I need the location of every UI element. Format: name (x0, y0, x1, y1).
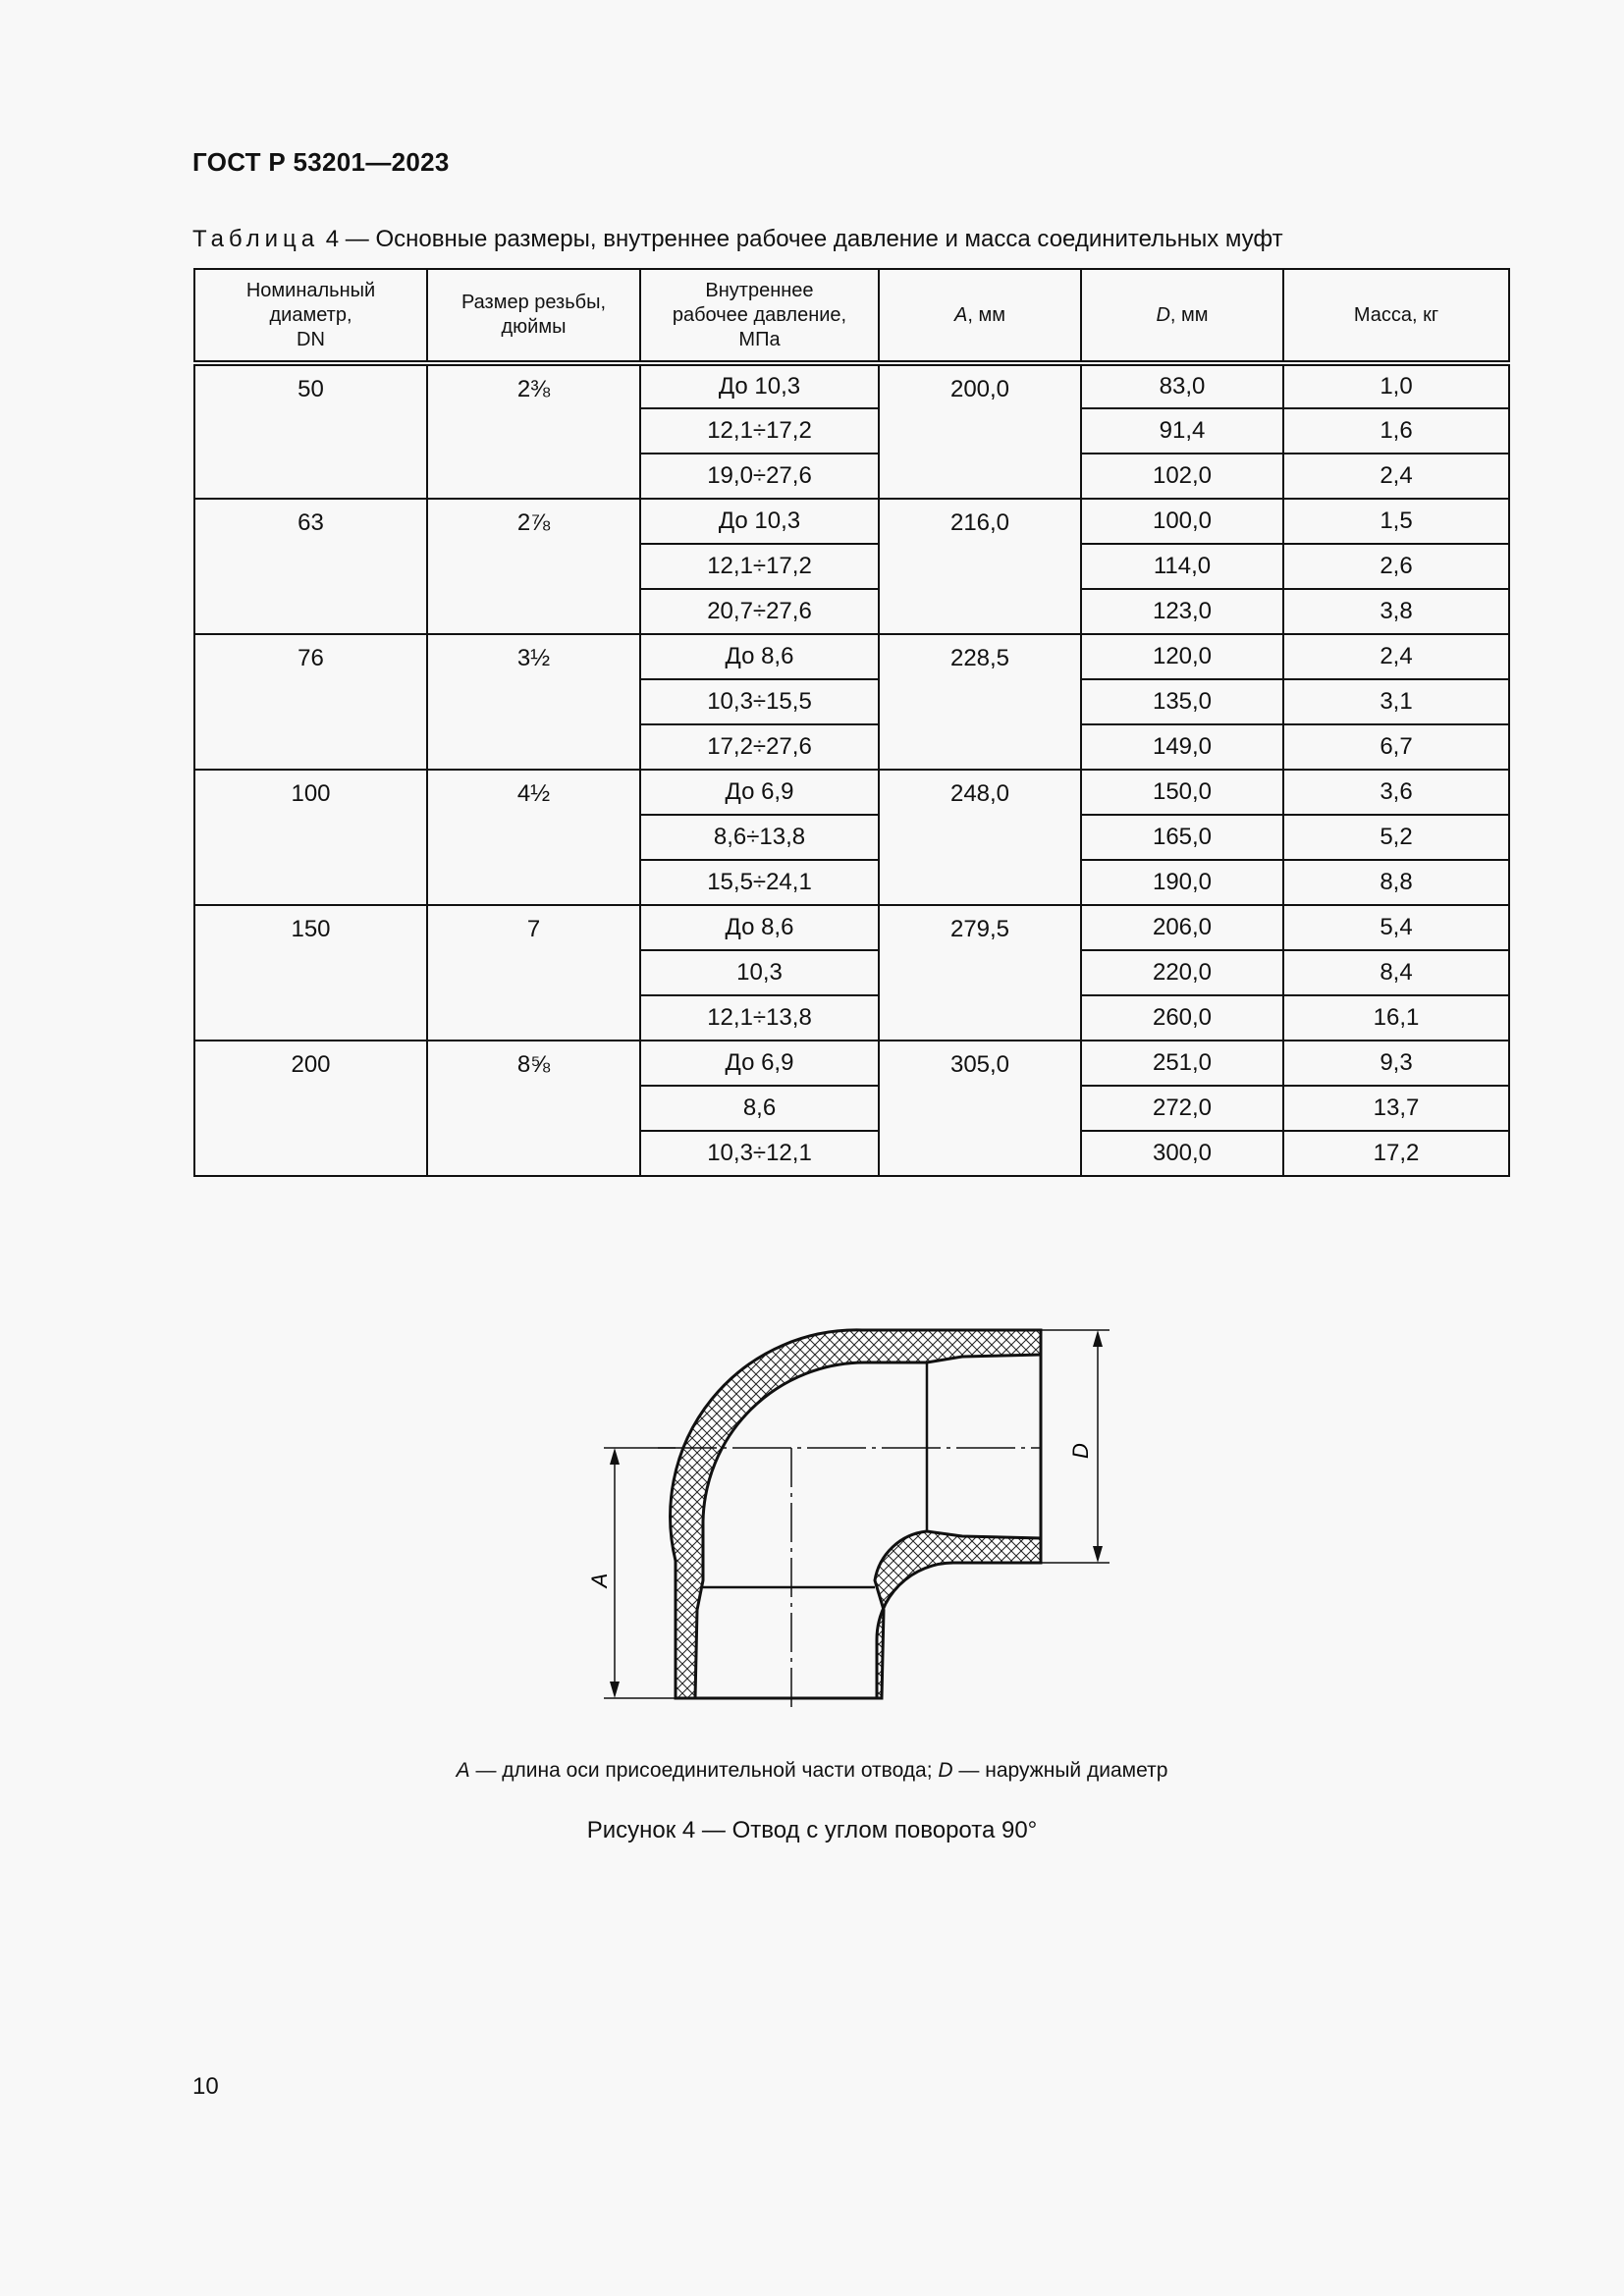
cell-d: 114,0 (1081, 544, 1283, 589)
cell-mass: 5,2 (1283, 815, 1509, 860)
cell-d: 91,4 (1081, 408, 1283, 454)
cell-d: 260,0 (1081, 995, 1283, 1041)
dim-a-label: A (587, 1573, 612, 1588)
cell-pressure: До 6,9 (640, 770, 879, 815)
cell-thread: 7 (427, 905, 640, 1041)
cell-pressure: До 6,9 (640, 1041, 879, 1086)
table-header-row (194, 269, 1509, 363)
cell-mass: 6,7 (1283, 724, 1509, 770)
cell-a: 279,5 (879, 905, 1081, 1041)
cell-mass: 3,8 (1283, 589, 1509, 634)
cell-mass: 8,4 (1283, 950, 1509, 995)
cell-a: 200,0 (879, 363, 1081, 499)
cell-mass: 8,8 (1283, 860, 1509, 905)
cell-d: 190,0 (1081, 860, 1283, 905)
cell-dn: 200 (194, 1041, 427, 1176)
cell-mass: 9,3 (1283, 1041, 1509, 1086)
cell-dn: 76 (194, 634, 427, 770)
cell-pressure: До 10,3 (640, 499, 879, 544)
table-row (194, 1041, 1509, 1086)
cell-d: 102,0 (1081, 454, 1283, 499)
cell-mass: 1,5 (1283, 499, 1509, 544)
cell-pressure: 19,0÷27,6 (640, 454, 879, 499)
table-body (194, 363, 1509, 1176)
header-d: D, мм (1081, 269, 1283, 363)
cell-pressure: 10,3÷12,1 (640, 1131, 879, 1176)
cell-thread: 8⅝ (427, 1041, 640, 1176)
cell-d: 100,0 (1081, 499, 1283, 544)
cell-pressure: 8,6 (640, 1086, 879, 1131)
table-caption (192, 226, 1283, 253)
cell-d: 272,0 (1081, 1086, 1283, 1131)
cell-pressure: До 8,6 (640, 905, 879, 950)
cell-d: 150,0 (1081, 770, 1283, 815)
header-a: A, мм (879, 269, 1081, 363)
cell-thread: 4½ (427, 770, 640, 905)
cell-d: 149,0 (1081, 724, 1283, 770)
cell-d: 300,0 (1081, 1131, 1283, 1176)
dimensions-table (193, 268, 1510, 1177)
cell-thread: 2⅞ (427, 499, 640, 634)
table-row (194, 905, 1509, 950)
cell-pressure: 17,2÷27,6 (640, 724, 879, 770)
cell-mass: 13,7 (1283, 1086, 1509, 1131)
cell-d: 83,0 (1081, 363, 1283, 408)
table-row (194, 363, 1509, 408)
table-row (194, 634, 1509, 679)
table-row (194, 770, 1509, 815)
table-row (194, 499, 1509, 544)
header-dn: Номинальный диаметр, DN (194, 269, 427, 363)
header-thread: Размер резьбы, дюймы (427, 269, 640, 363)
cell-mass: 1,0 (1283, 363, 1509, 408)
cell-mass: 2,4 (1283, 634, 1509, 679)
cell-mass: 5,4 (1283, 905, 1509, 950)
header-mass: Масса, кг (1283, 269, 1509, 363)
cell-d: 135,0 (1081, 679, 1283, 724)
figure-legend: A — длина оси присоединительной части отвода; D — наружный диаметр (456, 1759, 1168, 1782)
cell-a: 216,0 (879, 499, 1081, 634)
cell-dn: 100 (194, 770, 427, 905)
page-number: 10 (192, 2073, 219, 2100)
cell-pressure: До 10,3 (640, 363, 879, 408)
cell-d: 165,0 (1081, 815, 1283, 860)
cell-d: 120,0 (1081, 634, 1283, 679)
cell-pressure: 12,1÷13,8 (640, 995, 879, 1041)
cell-d: 220,0 (1081, 950, 1283, 995)
cell-dn: 150 (194, 905, 427, 1041)
cell-d: 206,0 (1081, 905, 1283, 950)
cell-mass: 16,1 (1283, 995, 1509, 1041)
cell-mass: 17,2 (1283, 1131, 1509, 1176)
cell-thread: 3½ (427, 634, 640, 770)
cell-pressure: 10,3 (640, 950, 879, 995)
cell-d: 123,0 (1081, 589, 1283, 634)
standard-title: ГОСТ Р 53201—2023 (192, 147, 450, 177)
cell-a: 228,5 (879, 634, 1081, 770)
elbow-figure (569, 1315, 1119, 1708)
cell-pressure: 15,5÷24,1 (640, 860, 879, 905)
table-caption-text: 4 — Основные размеры, внутреннее рабочее давление и масса соединительных муфт (319, 226, 1283, 252)
cell-pressure: 12,1÷17,2 (640, 408, 879, 454)
cell-thread: 2⅜ (427, 363, 640, 499)
cell-dn: 50 (194, 363, 427, 499)
cell-mass: 2,6 (1283, 544, 1509, 589)
cell-mass: 3,6 (1283, 770, 1509, 815)
cell-pressure: До 8,6 (640, 634, 879, 679)
cell-pressure: 10,3÷15,5 (640, 679, 879, 724)
cell-mass: 2,4 (1283, 454, 1509, 499)
header-pressure: Внутреннее рабочее давление, МПа (640, 269, 879, 363)
cell-mass: 1,6 (1283, 408, 1509, 454)
table-caption-prefix: Таблица (192, 226, 320, 252)
cell-mass: 3,1 (1283, 679, 1509, 724)
cell-a: 248,0 (879, 770, 1081, 905)
cell-d: 251,0 (1081, 1041, 1283, 1086)
figure-caption: Рисунок 4 — Отвод с углом поворота 90° (586, 1817, 1038, 1843)
cell-a: 305,0 (879, 1041, 1081, 1176)
cell-pressure: 8,6÷13,8 (640, 815, 879, 860)
cell-dn: 63 (194, 499, 427, 634)
elbow-outer-wall (671, 1330, 1041, 1698)
elbow-inner-wall (875, 1531, 1041, 1698)
cell-pressure: 20,7÷27,6 (640, 589, 879, 634)
cell-pressure: 12,1÷17,2 (640, 544, 879, 589)
dim-d-label: D (1068, 1443, 1093, 1459)
